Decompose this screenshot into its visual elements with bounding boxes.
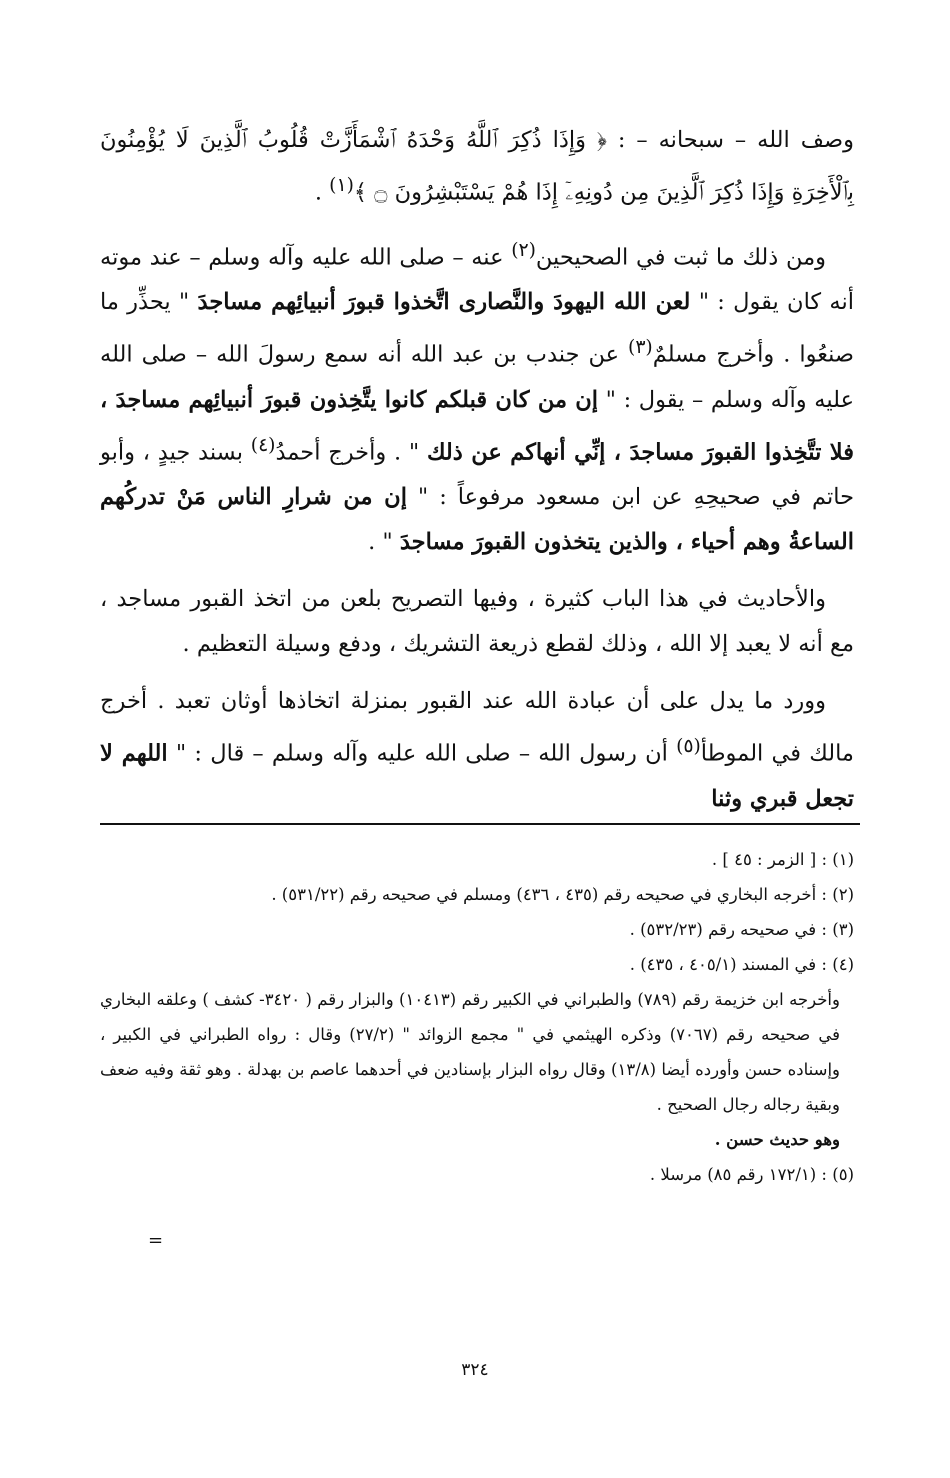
footnote-ref-1[interactable]: (١) bbox=[329, 175, 354, 196]
footnote-4: (٤) : في المسند (٤٠٥/١ ، ٤٣٥) . bbox=[629, 955, 854, 974]
text-run: " . وأخرج أحمدُ bbox=[275, 439, 427, 465]
footnote-5: (٥) : (١٧٢/١ رقم ٨٥) مرسلا . bbox=[649, 1165, 854, 1184]
footnote-1: (١) : [ الزمر : ٤٥ ] . bbox=[711, 850, 854, 869]
hadith-text: إن من كان قبلكم كانوا يتَّخِذون قبورَ أنبيائِهم مساجدَ ، فلا تتَّخِذوا القبورَ مساجدَ ، إنِّي أنهاكم عن ذلك bbox=[100, 386, 854, 465]
footnotes bbox=[100, 842, 854, 1192]
text-run: أن رسول الله – صلى الله عليه وآله وسلم – قال : " bbox=[167, 740, 677, 767]
text-run: عن جندب بن عبد الله أنه سمع رسولَ الله – صلى الله عليه وآله وسلم – يقول : " bbox=[100, 341, 855, 413]
hadith-text: اللهم لا تجعل قبري وثنا bbox=[100, 740, 854, 812]
text-run: " . bbox=[368, 529, 400, 555]
footnote-4-verdict: وهو حديث حسن . bbox=[714, 1130, 840, 1149]
hadith-text: لعن الله اليهودَ والنَّصارى اتَّخذوا قبورَ أنبيائِهم مساجدَ bbox=[197, 289, 691, 315]
main-text bbox=[100, 118, 854, 834]
footnote-ref-4[interactable]: (٤) bbox=[250, 434, 276, 456]
text-run: عنه – صلى الله عليه وآله وسلم – عند موته أنه كان يقول : " bbox=[100, 244, 854, 315]
footnote-ref-2[interactable]: (٢) bbox=[511, 239, 536, 261]
footnote-separator bbox=[100, 823, 860, 825]
text-run: بسند جيدٍ ، وأبو حاتم في صحيحِهِ عن ابن مسعود مرفوعاً : " bbox=[100, 439, 854, 510]
text-run: . bbox=[314, 179, 330, 206]
text-run: ومن ذلك ما ثبت في الصحيحين bbox=[535, 244, 827, 270]
paragraph-ahadith: والأحاديث في هذا الباب كثيرة ، وفيها التصريح بلعن من اتخذ القبور مساجد ، مع أنه لا يعبد إلا الله ، وذلك لقطع ذريعة التشريك ، ودفع وسيلة التعظيم . bbox=[100, 586, 854, 657]
footnote-3: (٣) : في صحيحه رقم (٥٣٢/٢٣) . bbox=[629, 920, 854, 939]
footnote-2: (٢) : أخرجه البخاري في صحيحه رقم (٤٣٥ ، ٤٣٦) ومسلم في صحيحه رقم (٥٣١/٢٢) . bbox=[271, 885, 854, 904]
paragraph-sahihayn bbox=[100, 228, 854, 566]
hadith-text: إن من شرارِ الناس مَنْ تدركُهم الساعةُ وهم أحياء ، والذين يتخذون القبورَ مساجدَ bbox=[100, 484, 854, 555]
text-run: وورد ما يدل على أن عبادة الله عند القبور بمنزلة اتخاذها أوثان تعبد . أخرج مالك في الموطأ bbox=[100, 688, 854, 767]
paragraph-malik bbox=[100, 679, 854, 822]
page-number: ٣٢٤ bbox=[461, 1360, 489, 1380]
quran-verse: ﴿ وَإِذَا ذُكِرَ ٱللَّهُ وَحْدَهُ ٱشْمَأَزَّتْ قُلُوبُ ٱلَّذِينَ لَا يُؤْمِنُونَ بِٱلْأَخِرَةِ وَإِذَا ذُكِرَ ٱلَّذِينَ مِن دُونِهِۦٓ إِذَا هُمْ يَسْتَبْشِرُونَ ۝ ﴾ bbox=[100, 127, 854, 206]
continuation-mark: = bbox=[148, 1230, 164, 1251]
paragraph-quran-verse bbox=[100, 118, 854, 216]
text-run: " يحذِّر ما صنعُوا . وأخرج مسلمٌ bbox=[100, 289, 854, 368]
text-run: وصف الله – سبحانه – : bbox=[606, 127, 854, 153]
footnote-4-extended: وأخرجه ابن خزيمة رقم (٧٨٩) والطبراني في الكبير رقم (١٠٤١٣) والبزار رقم ( ٣٤٢٠- كشف ) وعلقه البخاري في صحيحه رقم (٧٠٦٧) وذكره الهيثمي في " مجمع الزوائد " (٢٧/٢) وقال : رواه الطبراني في الكبير ، وإسناده حسن وأورده أيضا (١٣/٨) وقال رواه البزار بإسنادين في أحدهما عاصم بن بهدلة . وهو ثقة وفيه ضعف وبقية رجاله رجال الصحيح . bbox=[100, 990, 840, 1114]
footnote-ref-3[interactable]: (٣) bbox=[628, 337, 653, 358]
footnote-ref-5[interactable]: (٥) bbox=[676, 736, 701, 757]
